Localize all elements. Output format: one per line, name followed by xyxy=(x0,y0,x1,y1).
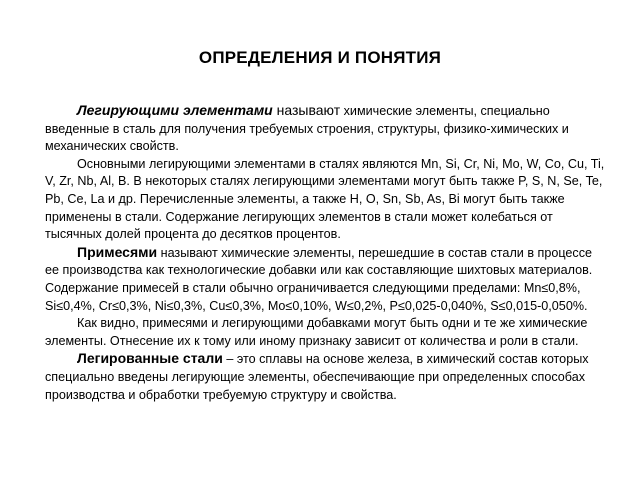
paragraph-text: Основными легирующими элементами в сталях являются Mn, Si, Cr, Ni, Mo, W, Co, Cu, Ti, V, Zr, Nb, Al, B. В некоторых сталях легирующими элементами могут быть также P, S, N, Se, Te, Pb, Ce, La и др. Перечисленные элементы, а также H, O, Sn, Sb, As, Bi могут быть также применены в стали. Содержание легирующих элементов в стали может колебаться от тысячных долей процента до десятков процентов. xyxy=(45,156,605,242)
paragraph-impurities-definition xyxy=(45,244,605,315)
paragraph-text: Как видно, примесями и легирующими добавками могут быть одни и те же химические элементы. Отнесение их к тому или иному признаку зависит от количества и роли в стали. xyxy=(45,316,588,348)
paragraph-text: называют химические элементы, перешедшие в состав стали в процессе ее производства как технологические добавки или как составляющие шихтовых материалов. Содержание примесей в стали обычно ограничивается следующими пределами: Mn≤0,8%, Si≤0,4%, Cr≤0,3%, Ni≤0,3%, Cu≤0,3%, Mo≤0,10%, W≤0,2%, P≤0,025-0,040%, S≤0,015-0,050%. xyxy=(45,245,593,313)
paragraph-verb: называют xyxy=(272,102,341,118)
paragraph-impurities-vs-alloying xyxy=(45,315,605,350)
slide-body xyxy=(45,102,605,404)
term-alloying-elements: Легирующими элементами xyxy=(77,102,273,118)
paragraph-alloying-elements-definition xyxy=(45,102,605,156)
term-alloyed-steels: Легированные стали xyxy=(77,350,223,367)
slide-title: ОПРЕДЕЛЕНИЯ И ПОНЯТИЯ xyxy=(198,48,442,67)
paragraph-text: химические элементы, специально введенные в сталь для получения требуемых строения, структуры, физико-химических и механических свойств. xyxy=(45,104,569,154)
paragraph-main-alloying-elements xyxy=(45,156,605,244)
paragraph-alloyed-steels-definition xyxy=(45,350,605,404)
paragraph-text: – это сплавы на основе железа, в химический состав которых специально введены легирующие элементы, обеспечивающие при определенных способах производства и обработки требуемую структуру и свойства. xyxy=(45,352,589,402)
term-impurities: Примесями xyxy=(77,243,158,260)
